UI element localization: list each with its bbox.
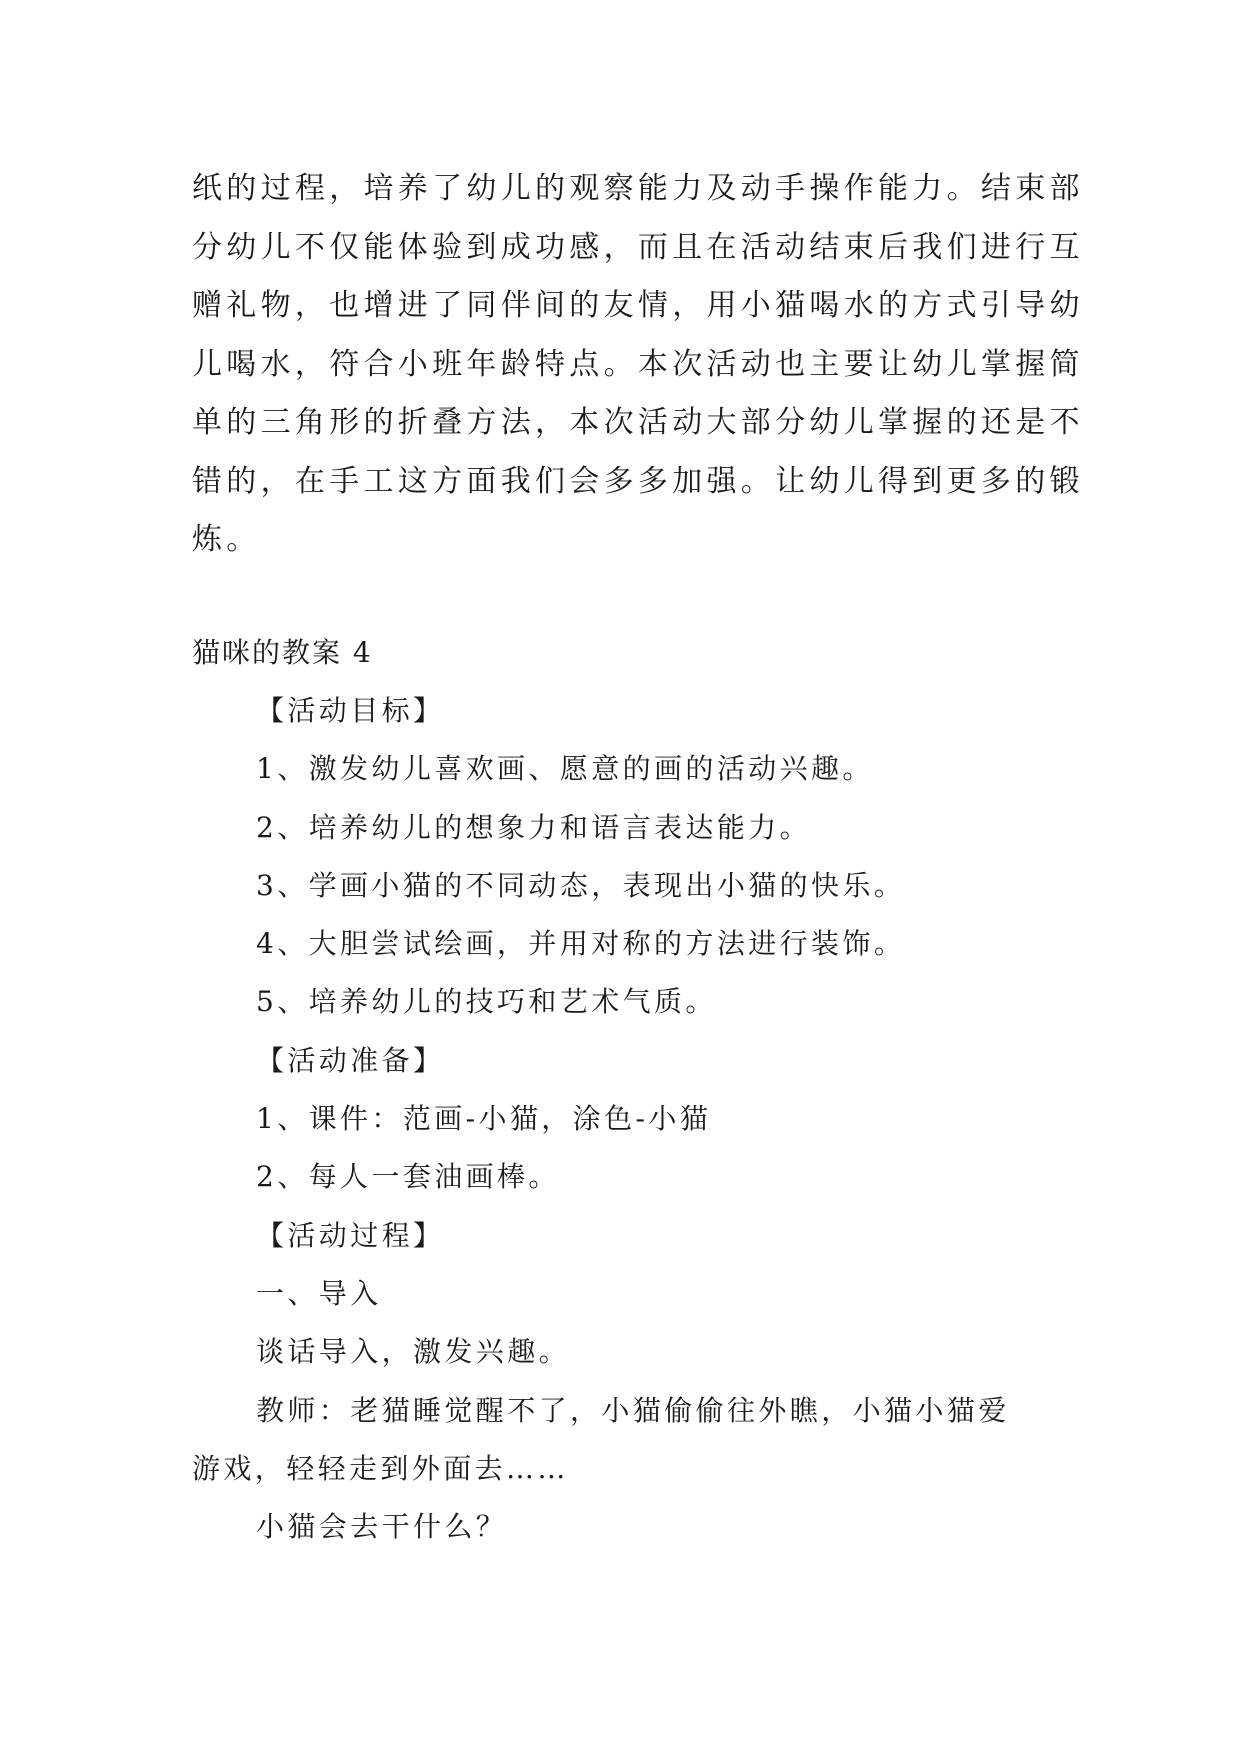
paragraph-line: 单的三角形的折叠方法，本次活动大部分幼儿掌握的还是不 — [192, 405, 1084, 440]
process-heading: 【活动过程】 — [256, 1218, 445, 1252]
paragraph-line: 错的，在手工这方面我们会多多加强。让幼儿得到更多的锻 — [192, 463, 1084, 499]
prep-item: 1、课件：范画-小猫，涂色-小猫 — [256, 1102, 712, 1136]
paragraph-line: 纸的过程，培养了幼儿的观察能力及动手操作能力。结束部 — [192, 171, 1084, 206]
question-text: 小猫会去干什么？ — [256, 1510, 508, 1544]
paragraph-line: 分幼儿不仅能体验到成功感，而且在活动结束后我们进行互 — [192, 229, 1084, 265]
prep-heading: 【活动准备】 — [256, 1043, 445, 1077]
teacher-dialogue-continued: 游戏，轻轻走到外面去…… — [192, 1451, 569, 1485]
goal-item: 2、培养幼儿的想象力和语言表达能力。 — [256, 810, 812, 844]
goals-heading: 【活动目标】 — [256, 694, 445, 727]
teacher-dialogue: 教师：老猫睡觉醒不了，小猫偷偷往外瞧，小猫小猫爱 — [256, 1393, 1010, 1427]
lesson-plan-body — [192, 682, 1052, 1556]
paragraph-line: 炼。 — [192, 522, 261, 557]
intro-paragraph — [192, 160, 1084, 570]
prep-item: 2、每人一套油画棒。 — [256, 1160, 560, 1194]
paragraph-line: 赠礼物，也增进了同伴间的友情，用小猫喝水的方式引导幼 — [192, 288, 1084, 323]
goal-item: 4、大胆尝试绘画，并用对称的方法进行装饰。 — [256, 927, 906, 961]
section-title: 猫咪的教案 4 — [192, 636, 373, 669]
goal-item: 5、培养幼儿的技巧和艺术气质。 — [256, 985, 717, 1019]
step-heading: 一、导入 — [256, 1276, 382, 1310]
paragraph-line: 儿喝水，符合小班年龄特点。本次活动也主要让幼儿掌握简 — [192, 346, 1084, 382]
step-text: 谈话导入，激发兴趣。 — [256, 1335, 571, 1369]
page-content — [192, 160, 1084, 1544]
goal-item: 3、学画小猫的不同动态，表现出小猫的快乐。 — [256, 868, 906, 902]
goal-item: 1、激发幼儿喜欢画、愿意的画的活动兴趣。 — [256, 752, 874, 786]
